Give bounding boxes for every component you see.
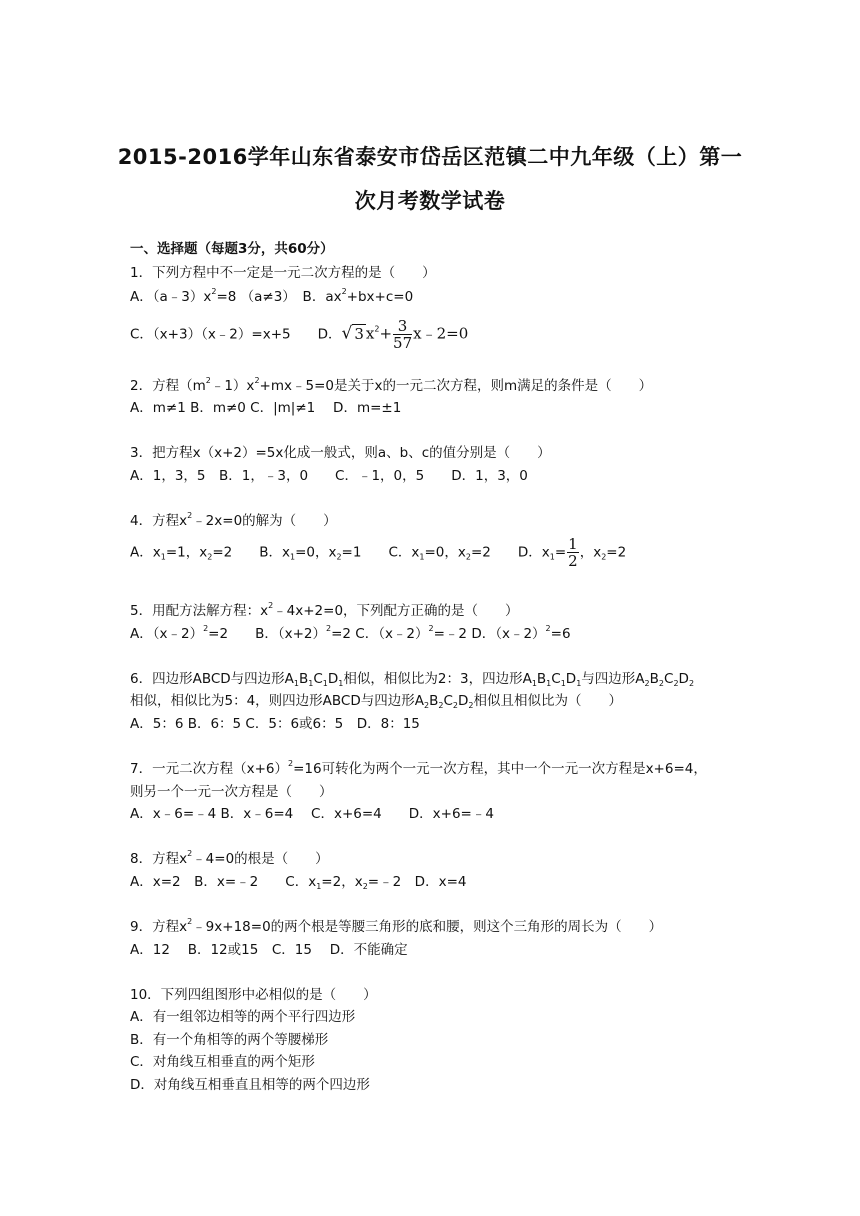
q9-stem: 9．方程$x^2﹣9x+18=0$的两个根是等腰三角形的底和腰，则这个三角形的周长为（ ） bbox=[130, 917, 663, 935]
paper-title-line-2: 次月考数学试卷 bbox=[354, 189, 506, 213]
q2-options: A．m≠1 B．m≠0 C．|m|≠1 D．m=±1 bbox=[130, 400, 402, 416]
q10-option-d: D．对角线互相垂直且相等的两个四边形 bbox=[130, 1077, 370, 1093]
q5-stem: 5．用配方法解方程：$x^2﹣4x+2=0$，下列配方正确的是（ ） bbox=[130, 601, 519, 619]
q8-options: A．x=2 B．x=﹣2 C．$x_1=2$，$x_2=﹣2$ D．x=4 bbox=[130, 874, 467, 891]
q7-options: A．x﹣6=﹣4 B．x﹣6=4 C．x+6=4 D．x+6=﹣4 bbox=[130, 806, 494, 822]
q6-stem-line-1: 6．四边形ABCD与四边形$A_1B_1C_1D_1$相似，相似比为2：3，四边形$A_1B_1C_1D_1$与四边形$A_2B_2C_2D_2$ bbox=[130, 671, 695, 688]
q4-d-fraction: $\frac{1}{2}$ bbox=[568, 535, 578, 570]
q9-options: A．12 B．12或15 C．15 D．不能确定 bbox=[130, 942, 408, 958]
q3-options: A．1，3，5 B．1，﹣3，0 C．﹣1，0，5 D．1，3，0 bbox=[130, 468, 528, 484]
q6-stem-line-2: 相似，相似比为5：4，则四边形ABCD与四边形$A_2B_2C_2D_2$相似且相似比为（ ） bbox=[130, 693, 622, 710]
q4-options: A．$x_1=1$，$x_2=2$ B．$x_1=0$，$x_2=1$ C．$x_1=0$，$x_2=2$ D．$x_1=$ $\frac{1}{2}$ ，$x_2=2$ bbox=[130, 535, 627, 570]
paper-title-line-1: 2015-2016学年山东省泰安市岱岳区范镇二中九年级（上）第一 bbox=[117, 145, 743, 169]
q10-option-a: A．有一组邻边相等的两个平行四边形 bbox=[130, 1009, 356, 1025]
q4-stem: 4．方程$x^2﹣2x=0$的解为（ ） bbox=[130, 511, 337, 529]
q10-option-b: B．有一个角相等的两个等腰梯形 bbox=[130, 1032, 329, 1048]
q2-stem: 2．方程$(m^2﹣1)x^2+mx﹣5=0$是关于x的一元二次方程，则m满足的条件是（ ） bbox=[130, 376, 653, 394]
q7-stem-line-1: 7．一元二次方程$(x+6)^2=16$可转化为两个一元一次方程，其中一个一元一次方程是x+6=4， bbox=[130, 759, 707, 777]
q7-stem-line-2: 则另一个一元一次方程是（ ） bbox=[130, 784, 333, 800]
q8-stem: 8．方程$x^2﹣4=0$的根是（ ） bbox=[130, 849, 329, 867]
q1-d-fraction: $\frac{3}{57}$ bbox=[393, 317, 413, 352]
q3-stem: 3．把方程x（x+2）=5x化成一般式，则a、b、c的值分别是（ ） bbox=[130, 445, 551, 461]
q1-options-ab: A．$(a﹣3)x^2=8$ （a≠3） B．$ax^2+bx+c=0$ bbox=[130, 287, 414, 305]
q5-options: A．（x﹣2）$^2$=2 B．$(x+2)^2=2$ C．（x﹣2）$^2$=﹣2 D．（x﹣2）$^2$=6 bbox=[130, 624, 571, 642]
q10-option-c: C．对角线互相垂直的两个矩形 bbox=[130, 1054, 315, 1070]
q1-options-cd: C．（x+3）（x﹣2）=x+5 D．√ 3 $x^2+$ $\frac{3}{57}$ x﹣2=0 bbox=[130, 317, 469, 352]
q6-options: A．5：6 B．6：5 C．5：6或6：5 D．8：15 bbox=[130, 716, 420, 732]
q10-stem: 10．下列四组图形中必相似的是（ ） bbox=[130, 987, 377, 1003]
q1-stem: 1．下列方程中不一定是一元二次方程的是（ ） bbox=[130, 265, 436, 281]
section-heading: 一、选择题（每题3分，共60分） bbox=[130, 241, 334, 257]
